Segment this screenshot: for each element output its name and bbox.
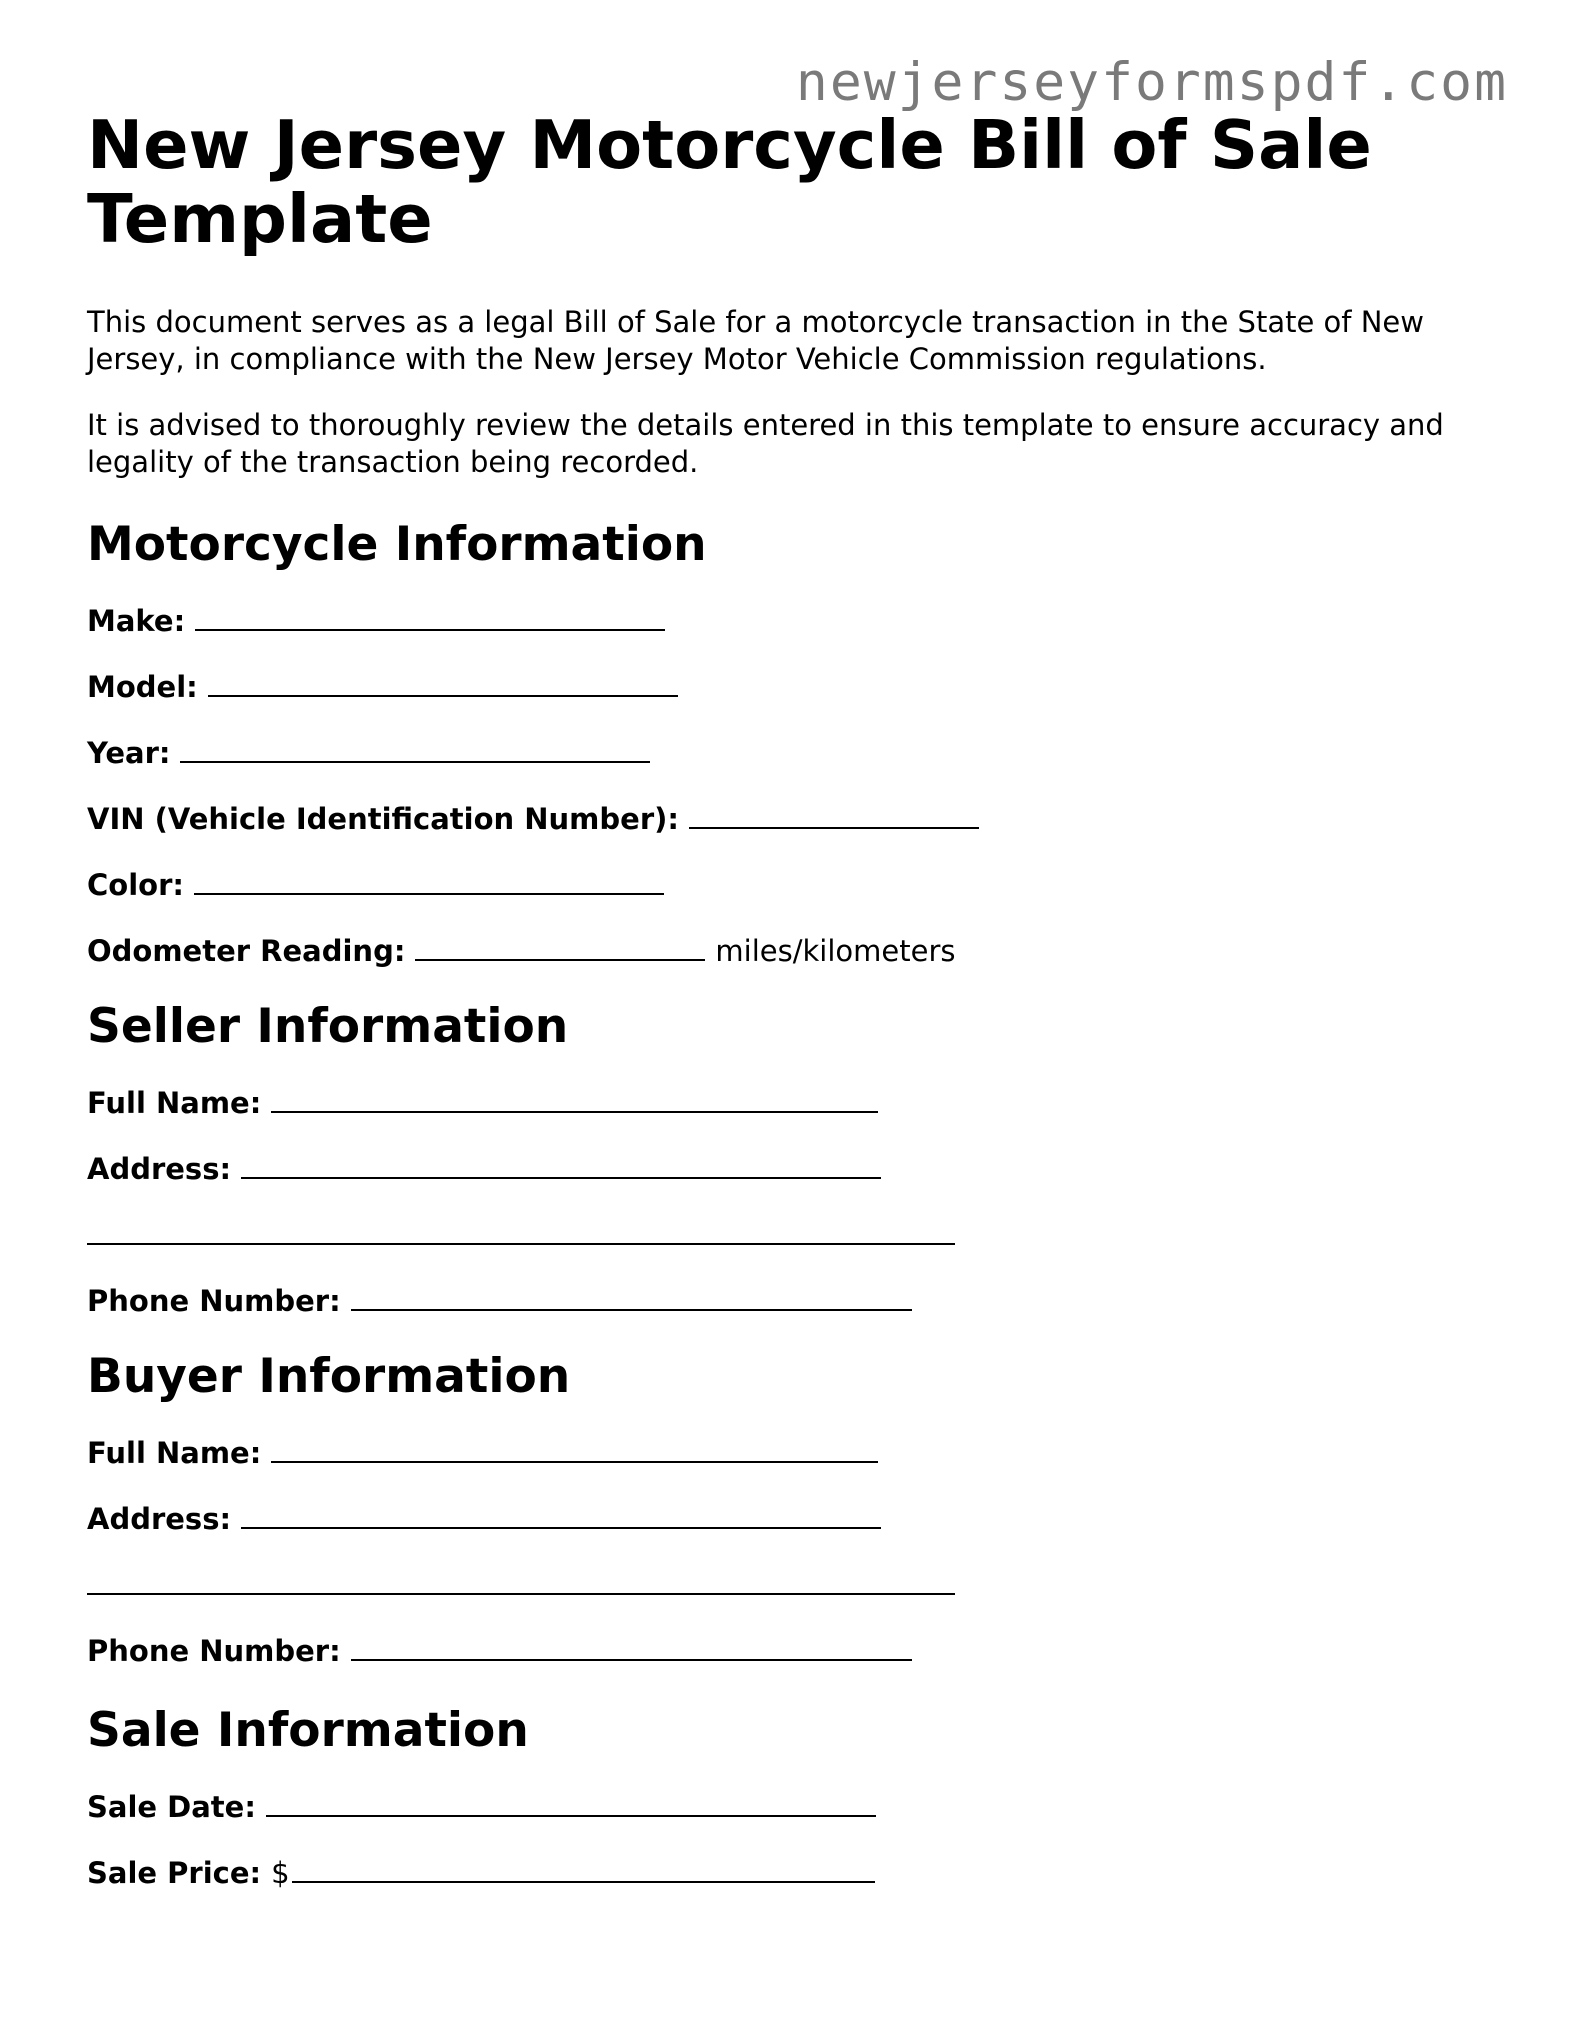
model-label: Model:: [87, 670, 198, 704]
odometer-field: [87, 933, 1487, 969]
sale-section-heading: Sale Information: [87, 1703, 529, 1758]
make-field: [87, 603, 1487, 639]
sale-date-field: [87, 1789, 1487, 1825]
odometer-label: Odometer Reading:: [87, 934, 406, 968]
buyer-address-blank[interactable]: [241, 1503, 881, 1529]
make-blank[interactable]: [195, 605, 665, 631]
make-label: Make:: [87, 604, 186, 638]
buyer-phone-field: [87, 1633, 1487, 1669]
buyer-address-field: [87, 1501, 1487, 1537]
buyer-section-heading: Buyer Information: [87, 1349, 571, 1404]
seller-address-blank[interactable]: [241, 1153, 881, 1179]
vin-field: [87, 801, 1487, 837]
model-field: [87, 669, 1487, 705]
color-label: Color:: [87, 868, 184, 902]
buyer-address-line-2: [87, 1567, 1487, 1603]
sale-date-label: Sale Date:: [87, 1790, 256, 1824]
document-content: [87, 108, 1487, 1891]
buyer-address-label: Address:: [87, 1502, 232, 1536]
year-field: [87, 735, 1487, 771]
seller-name-field: [87, 1085, 1487, 1121]
sale-price-label: Sale Price:: [87, 1856, 262, 1890]
odometer-unit: miles/kilometers: [715, 934, 956, 968]
intro-paragraph-2: It is advised to thoroughly review the details entered in this template to ensure accuracy and legality of the transaction being recorded.: [87, 408, 1444, 479]
buyer-name-blank[interactable]: [271, 1437, 878, 1463]
seller-address-label: Address:: [87, 1152, 232, 1186]
vin-label: VIN (Vehicle Identification Number):: [87, 802, 679, 836]
sale-date-blank[interactable]: [266, 1791, 876, 1817]
seller-section-heading: Seller Information: [87, 999, 569, 1054]
color-blank[interactable]: [194, 869, 664, 895]
buyer-name-field: [87, 1435, 1487, 1471]
buyer-phone-label: Phone Number:: [87, 1634, 341, 1668]
buyer-address-line-2-blank[interactable]: [87, 1593, 955, 1595]
seller-name-blank[interactable]: [271, 1087, 878, 1113]
seller-phone-field: [87, 1283, 1487, 1319]
seller-phone-label: Phone Number:: [87, 1284, 341, 1318]
seller-phone-blank[interactable]: [351, 1285, 912, 1311]
color-field: [87, 867, 1487, 903]
seller-name-label: Full Name:: [87, 1086, 262, 1120]
seller-address-line-2-blank[interactable]: [87, 1243, 955, 1245]
watermark: newjerseyformspdf.com: [795, 52, 1508, 113]
buyer-name-label: Full Name:: [87, 1436, 262, 1470]
buyer-phone-blank[interactable]: [351, 1635, 912, 1661]
odometer-blank[interactable]: [415, 935, 705, 961]
vin-blank[interactable]: [689, 803, 979, 829]
model-blank[interactable]: [208, 671, 678, 697]
seller-address-line-2: [87, 1217, 1487, 1253]
sale-price-blank[interactable]: [292, 1857, 875, 1883]
intro-paragraph-1: This document serves as a legal Bill of Sale for a motorcycle transaction in the State of New Jersey, in compliance with the New Jersey Motor Vehicle Commission regulations.: [87, 305, 1424, 376]
sale-price-field: [87, 1855, 1487, 1891]
year-blank[interactable]: [180, 737, 650, 763]
year-label: Year:: [87, 736, 171, 770]
motorcycle-section-heading: Motorcycle Information: [87, 517, 707, 572]
seller-address-field: [87, 1151, 1487, 1187]
currency-symbol: $: [271, 1856, 290, 1890]
document-title: New Jersey Motorcycle Bill of Sale Template: [87, 106, 1372, 258]
